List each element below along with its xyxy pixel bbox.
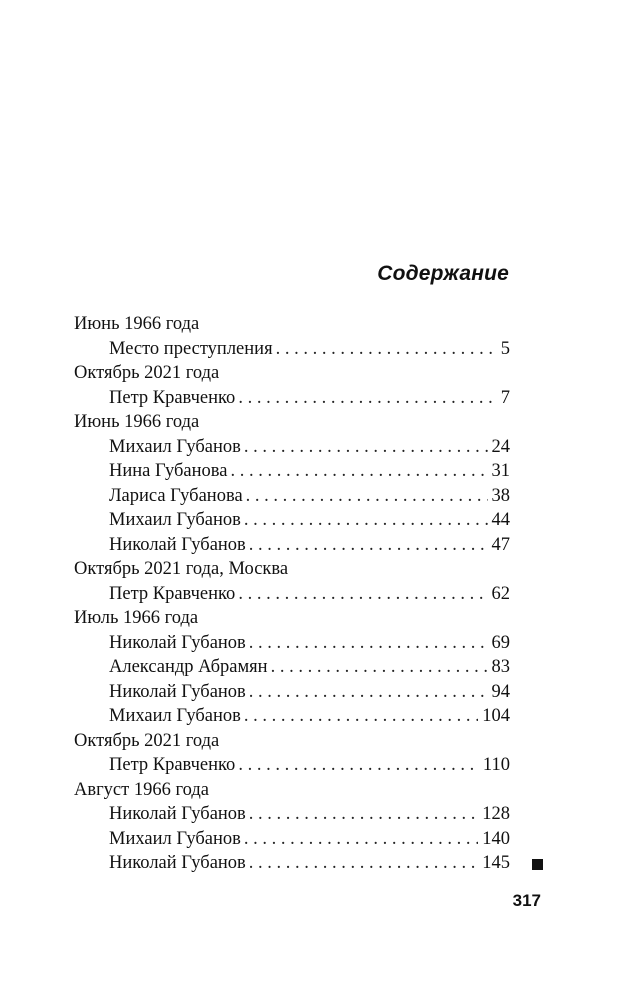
toc-section-heading: Июль 1966 года bbox=[74, 608, 199, 628]
toc-entry-title: Николай Губанов bbox=[109, 853, 246, 873]
dot-leader bbox=[244, 704, 478, 729]
toc-entry-page: 104 bbox=[482, 706, 510, 726]
toc-entry-page: 24 bbox=[491, 436, 510, 457]
dot-leader bbox=[238, 753, 479, 778]
dot-leader bbox=[238, 386, 496, 411]
toc-entry[interactable] bbox=[74, 851, 510, 876]
toc-section-heading: Октябрь 2021 года bbox=[74, 363, 220, 383]
toc-entry-title: Михаил Губанов bbox=[109, 706, 241, 726]
toc-section-heading: Октябрь 2021 года, Москва bbox=[74, 559, 289, 579]
toc-entry[interactable] bbox=[74, 582, 510, 607]
toc-entry[interactable] bbox=[74, 508, 510, 533]
dot-leader bbox=[238, 582, 487, 607]
toc-entry-title: Место преступления bbox=[109, 338, 273, 359]
page-number: 317 bbox=[512, 891, 541, 910]
toc-entry-title: Николай Губанов bbox=[109, 804, 246, 824]
toc-entry-title: Николай Губанов bbox=[109, 534, 246, 555]
end-marker-square bbox=[532, 859, 543, 870]
toc-section-heading: Июнь 1966 года bbox=[74, 412, 200, 432]
toc-heading: Содержание bbox=[377, 262, 509, 285]
dot-leader bbox=[244, 435, 488, 460]
toc-entry-title: Михаил Губанов bbox=[109, 510, 241, 530]
toc-entry-page: 69 bbox=[491, 632, 510, 653]
toc-entry[interactable] bbox=[74, 484, 510, 509]
toc-entry[interactable] bbox=[74, 704, 510, 729]
toc-entry-title: Петр Кравченко bbox=[109, 583, 236, 604]
toc-entry-page: 5 bbox=[500, 338, 510, 359]
dot-leader bbox=[271, 655, 488, 680]
dot-leader bbox=[244, 827, 478, 852]
toc-entry-page: 83 bbox=[491, 657, 510, 677]
toc-entry-page: 94 bbox=[491, 681, 510, 702]
toc-entry[interactable] bbox=[74, 631, 510, 656]
toc-entry[interactable] bbox=[74, 459, 510, 484]
toc-entry[interactable] bbox=[74, 680, 510, 705]
dot-leader bbox=[246, 484, 488, 509]
toc-section-heading: Июнь 1966 года bbox=[74, 314, 200, 334]
toc-entry-title: Нина Губанова bbox=[109, 461, 228, 481]
toc-entry-page: 7 bbox=[500, 387, 510, 408]
toc-section-heading: Октябрь 2021 года bbox=[74, 730, 220, 751]
dot-leader bbox=[249, 802, 478, 827]
toc-entry-page: 140 bbox=[482, 828, 510, 849]
toc-entry-page: 62 bbox=[491, 583, 510, 604]
toc-entry-title: Петр Кравченко bbox=[109, 755, 236, 775]
toc-entry-page: 110 bbox=[482, 755, 510, 775]
toc-entry-title: Николай Губанов bbox=[109, 632, 246, 653]
dot-leader bbox=[230, 459, 487, 484]
toc-entry-title: Михаил Губанов bbox=[109, 828, 241, 849]
toc-entry[interactable] bbox=[74, 337, 510, 362]
toc-entry-title: Лариса Губанова bbox=[109, 485, 243, 506]
toc-entry[interactable] bbox=[74, 386, 510, 411]
toc-entry[interactable] bbox=[74, 655, 510, 680]
toc-entry-page: 44 bbox=[491, 510, 510, 530]
toc-entry-page: 38 bbox=[491, 485, 510, 506]
toc-entry[interactable] bbox=[74, 753, 510, 778]
dot-leader bbox=[249, 533, 488, 558]
toc-entry[interactable] bbox=[74, 435, 510, 460]
toc-entry-page: 145 bbox=[482, 853, 510, 873]
dot-leader bbox=[244, 508, 488, 533]
toc-entry-page: 128 bbox=[482, 804, 510, 824]
toc-entry-page: 47 bbox=[491, 534, 510, 555]
toc-entry-title: Александр Абрамян bbox=[109, 657, 268, 677]
toc-entry[interactable] bbox=[74, 827, 510, 852]
dot-leader bbox=[249, 851, 478, 876]
dot-leader bbox=[276, 337, 497, 362]
toc-entry-page: 31 bbox=[491, 461, 510, 481]
toc-section-heading: Август 1966 года bbox=[74, 779, 209, 800]
table-of-contents bbox=[74, 312, 510, 876]
toc-entry-title: Михаил Губанов bbox=[109, 436, 241, 457]
toc-entry-title: Петр Кравченко bbox=[109, 387, 236, 408]
toc-entry[interactable] bbox=[74, 802, 510, 827]
dot-leader bbox=[249, 680, 488, 705]
toc-entry-title: Николай Губанов bbox=[109, 681, 246, 702]
dot-leader bbox=[249, 631, 488, 656]
toc-entry[interactable] bbox=[74, 533, 510, 558]
